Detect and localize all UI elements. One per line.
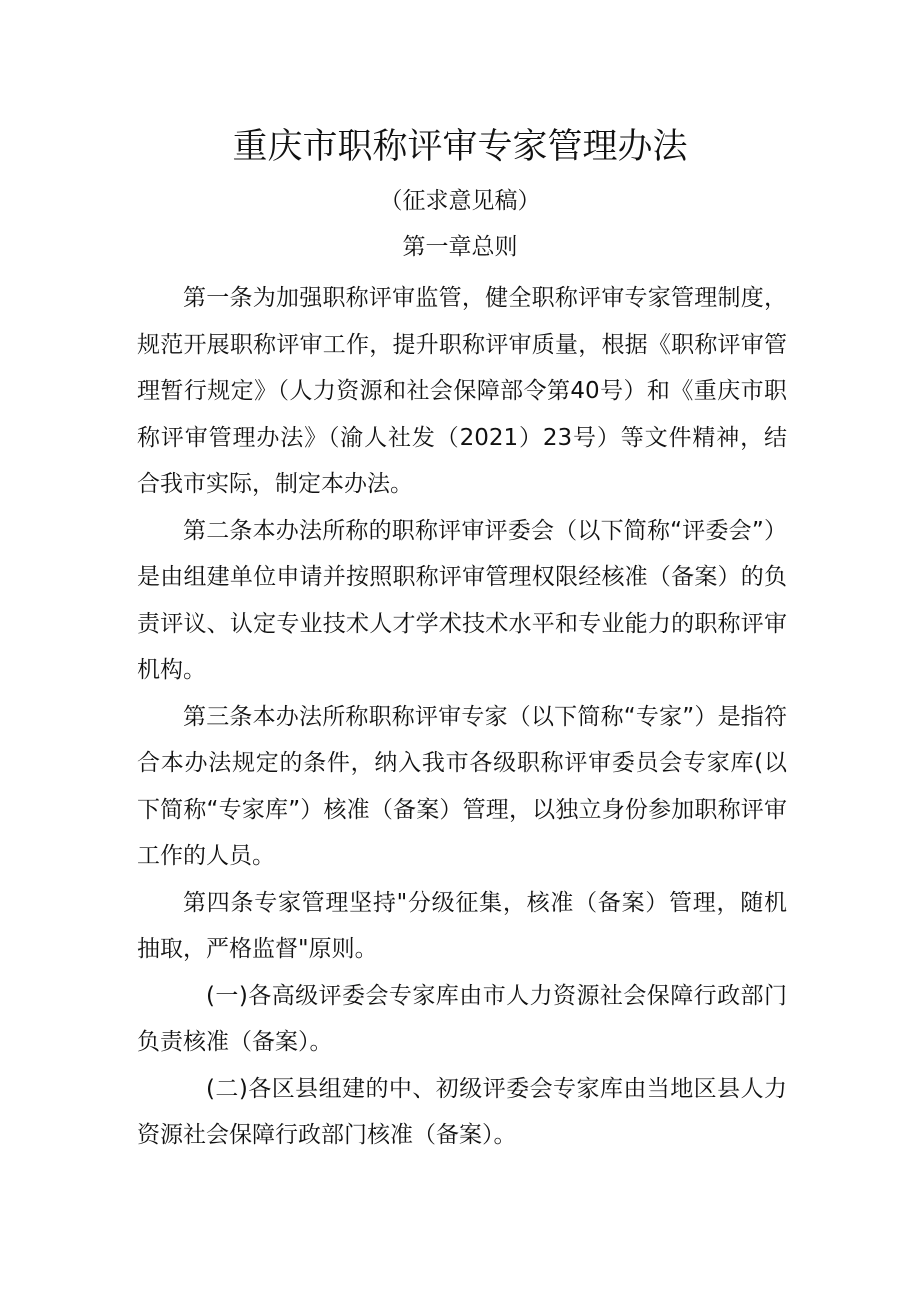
article-4-paragraph: 第四条专家管理坚持"分级征集，核准（备案）管理，随机抽取，严格监督"原则。 bbox=[137, 889, 787, 962]
article-4-item-1: (一)各高级评委会专家库由市人力资源社会保障行政部门负责核准（备案）。 bbox=[137, 982, 787, 1055]
chapter-heading: 第一章总则 bbox=[402, 234, 518, 260]
article-2-paragraph: 第二条本办法所称的职称评审评委会（以下简称“评委会”）是由组建单位申请并按照职称评审管理权限经核准（备案）的负责评议、认定专业技术人才学术技术水平和专业能力的职称评审机构。 bbox=[137, 517, 787, 683]
article-4-item-2: (二)各区县组建的中、初级评委会专家库由当地区县人力资源社会保障行政部门核准（备案）。 bbox=[137, 1075, 787, 1148]
article-1-paragraph: 第一条为加强职称评审监管，健全职称评审专家管理制度，规范开展职称评审工作，提升职称评审质量，根据《职称评审管理暂行规定》（人力资源和社会保障部令第40号）和《重庆市职称评审管理办法》（渝人社发（2021）23号）等文件精神，结合我市实际，制定本办法。 bbox=[137, 285, 787, 497]
document-title: 重庆市职称评审专家管理办法 bbox=[232, 127, 688, 167]
document-subtitle: （征求意见稿） bbox=[379, 188, 541, 214]
document-body bbox=[137, 275, 787, 1159]
article-3-paragraph: 第三条本办法所称职称评审专家（以下简称“专家”）是指符合本办法规定的条件，纳入我市各级职称评审委员会专家库(以下简称“专家库”）核准（备案）管理，以独立身份参加职称评审工作的人员。 bbox=[137, 703, 787, 869]
